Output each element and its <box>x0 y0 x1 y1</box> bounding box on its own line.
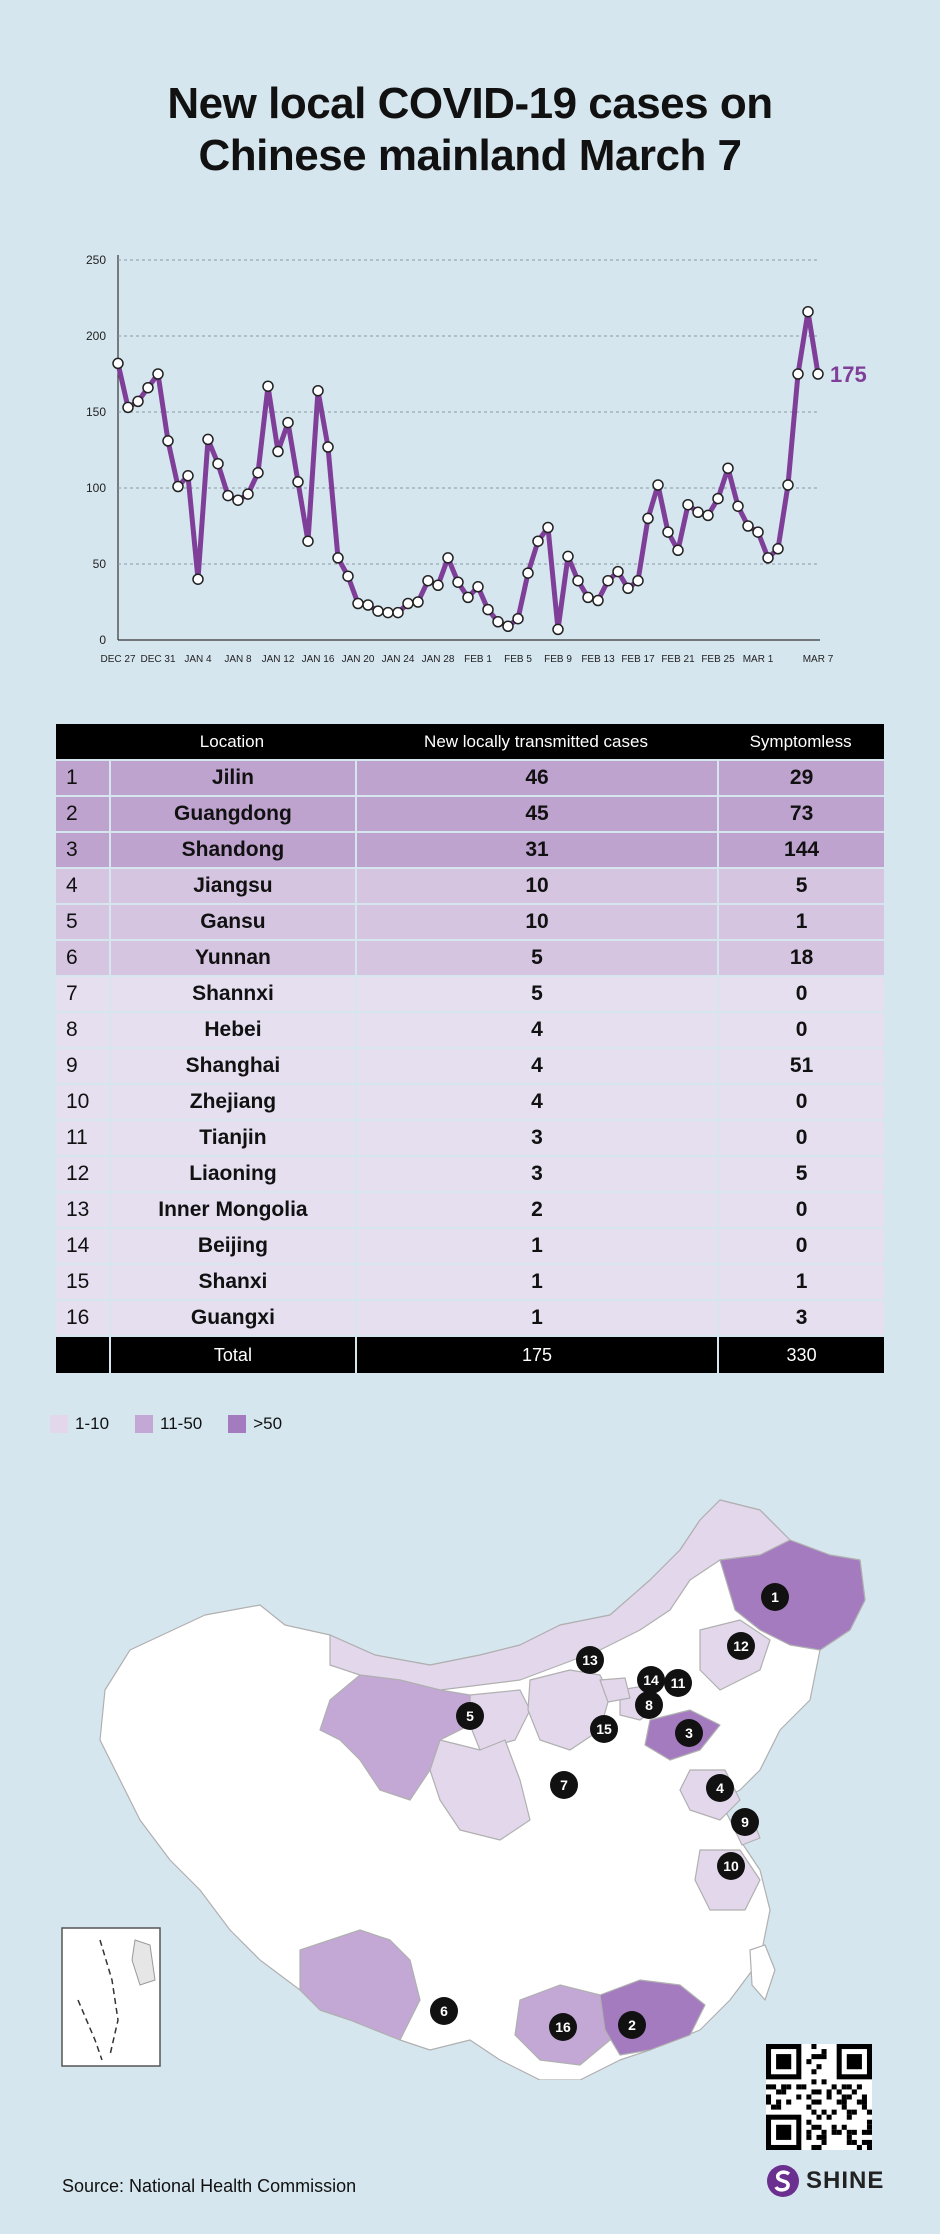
x-tick-label: MAR 1 <box>742 654 774 665</box>
cell-cases: 4 <box>355 1049 717 1083</box>
cell-rank: 1 <box>56 761 109 795</box>
data-point <box>313 386 323 396</box>
cell-cases: 5 <box>355 941 717 975</box>
cell-cases: 31 <box>355 833 717 867</box>
data-point <box>463 592 473 602</box>
data-point <box>303 536 313 546</box>
marker-label: 9 <box>741 1814 749 1830</box>
data-point <box>733 501 743 511</box>
shine-logo <box>766 2164 884 2198</box>
south-china-sea-inset <box>62 1928 160 2066</box>
data-point <box>653 480 663 490</box>
data-point <box>153 369 163 379</box>
qr-code-icon <box>766 2044 872 2150</box>
data-point <box>503 621 513 631</box>
x-tick-labels <box>100 654 833 665</box>
cell-cases: 4 <box>355 1013 717 1047</box>
data-point <box>453 577 463 587</box>
map-marker <box>549 2013 577 2041</box>
logo-text: SHINE <box>806 2167 885 2194</box>
data-point <box>423 576 433 586</box>
data-point <box>513 614 523 624</box>
data-point <box>593 596 603 606</box>
chart-grid <box>118 255 820 640</box>
cell-rank: 4 <box>56 869 109 903</box>
data-point <box>763 553 773 563</box>
data-point <box>113 358 123 368</box>
table-row <box>56 1049 884 1083</box>
cell-rank: 9 <box>56 1049 109 1083</box>
data-point <box>413 597 423 607</box>
marker-label: 15 <box>596 1721 612 1737</box>
map-marker <box>618 2011 646 2039</box>
cell-rank: 3 <box>56 833 109 867</box>
legend-item <box>135 1414 202 1434</box>
x-tick-label: FEB 9 <box>544 654 572 665</box>
table-row <box>56 797 884 831</box>
cases-table-container <box>56 722 884 1375</box>
cell-location: Jilin <box>109 761 355 795</box>
x-tick-label: FEB 13 <box>581 654 615 665</box>
data-point <box>713 494 723 504</box>
cell-location: Gansu <box>109 905 355 939</box>
data-point <box>553 624 563 634</box>
cell-location: Jiangsu <box>109 869 355 903</box>
cell-location: Shanghai <box>109 1049 355 1083</box>
data-point <box>533 536 543 546</box>
legend-swatch <box>50 1415 68 1433</box>
y-tick-label: 200 <box>85 329 106 343</box>
table-row <box>56 1085 884 1119</box>
data-point <box>643 513 653 523</box>
table-header-row <box>56 724 884 759</box>
x-tick-label: MAR 7 <box>802 654 834 665</box>
y-tick-label: 0 <box>99 633 106 647</box>
y-tick-label: 150 <box>85 405 106 419</box>
legend-label: >50 <box>253 1414 283 1433</box>
x-tick-label: DEC 31 <box>140 654 176 665</box>
cell-symptomless: 5 <box>717 1157 884 1191</box>
x-tick-label: JAN 24 <box>381 654 415 665</box>
map-marker <box>727 1632 755 1660</box>
cell-symptomless: 51 <box>717 1049 884 1083</box>
cell-cases: 46 <box>355 761 717 795</box>
legend-swatch <box>135 1415 153 1433</box>
cell-location: Yunnan <box>109 941 355 975</box>
legend-item <box>50 1414 109 1434</box>
cell-symptomless: 5 <box>717 869 884 903</box>
data-point <box>783 480 793 490</box>
y-tick-label: 50 <box>92 557 106 571</box>
table-row <box>56 1265 884 1299</box>
cell-location: Beijing <box>109 1229 355 1263</box>
data-point <box>723 463 733 473</box>
data-point <box>283 418 293 428</box>
marker-label: 13 <box>582 1652 598 1668</box>
data-point <box>373 606 383 616</box>
header-location: Location <box>109 724 355 759</box>
table-row <box>56 1193 884 1227</box>
data-point <box>323 442 333 452</box>
marker-label: 2 <box>628 2017 636 2033</box>
shine-s-icon <box>766 2164 800 2198</box>
cell-symptomless: 0 <box>717 1013 884 1047</box>
data-point <box>603 576 613 586</box>
y-tick-label: 100 <box>85 481 106 495</box>
cell-cases: 1 <box>355 1229 717 1263</box>
data-point <box>633 576 643 586</box>
data-point <box>163 436 173 446</box>
data-point <box>143 383 153 393</box>
x-tick-label: FEB 1 <box>464 654 492 665</box>
data-point <box>173 482 183 492</box>
data-point <box>353 599 363 609</box>
data-point <box>243 489 253 499</box>
data-point <box>623 583 633 593</box>
cell-location: Hebei <box>109 1013 355 1047</box>
cell-location: Guangdong <box>109 797 355 831</box>
data-point <box>743 521 753 531</box>
marker-label: 6 <box>440 2003 448 2019</box>
cell-rank: 10 <box>56 1085 109 1119</box>
data-point <box>693 507 703 517</box>
cell-symptomless: 18 <box>717 941 884 975</box>
header-cases: New locally transmitted cases <box>355 724 717 759</box>
table-total-row <box>56 1337 884 1373</box>
cell-cases: 5 <box>355 977 717 1011</box>
data-point <box>293 477 303 487</box>
cell-symptomless: 1 <box>717 905 884 939</box>
data-point <box>393 608 403 618</box>
map-marker <box>717 1852 745 1880</box>
cell-rank: 15 <box>56 1265 109 1299</box>
data-point <box>203 434 213 444</box>
line-chart <box>0 240 940 680</box>
data-point <box>473 582 483 592</box>
map-marker <box>675 1719 703 1747</box>
marker-label: 8 <box>645 1697 653 1713</box>
data-point <box>333 553 343 563</box>
table-row <box>56 869 884 903</box>
table-row <box>56 1157 884 1191</box>
cell-location: Tianjin <box>109 1121 355 1155</box>
table-body <box>56 761 884 1335</box>
map-marker <box>706 1774 734 1802</box>
cell-cases: 2 <box>355 1193 717 1227</box>
map-marker <box>456 1702 484 1730</box>
data-point <box>253 468 263 478</box>
data-point <box>403 599 413 609</box>
marker-label: 4 <box>716 1780 724 1796</box>
legend-label: 11-50 <box>160 1414 203 1433</box>
cell-location: Zhejiang <box>109 1085 355 1119</box>
cell-cases: 3 <box>355 1157 717 1191</box>
table-row <box>56 977 884 1011</box>
data-point <box>443 553 453 563</box>
data-point <box>753 527 763 537</box>
x-tick-label: JAN 4 <box>184 654 212 665</box>
x-tick-label: JAN 20 <box>341 654 375 665</box>
x-tick-label: FEB 21 <box>661 654 695 665</box>
cases-table <box>56 722 884 1375</box>
data-point <box>433 580 443 590</box>
series-line <box>118 312 818 630</box>
legend-label: 1-10 <box>75 1414 110 1433</box>
cell-symptomless: 144 <box>717 833 884 867</box>
cell-symptomless: 3 <box>717 1301 884 1335</box>
data-point <box>663 527 673 537</box>
cell-symptomless: 0 <box>717 1085 884 1119</box>
data-point <box>803 307 813 317</box>
x-tick-label: FEB 5 <box>504 654 532 665</box>
marker-label: 10 <box>723 1858 739 1874</box>
cell-symptomless: 73 <box>717 797 884 831</box>
cell-location: Shanxi <box>109 1265 355 1299</box>
total-cases: 175 <box>355 1337 717 1373</box>
legend-item <box>228 1414 282 1434</box>
cell-cases: 3 <box>355 1121 717 1155</box>
data-point <box>233 495 243 505</box>
china-map <box>0 1440 940 2080</box>
map-island-taiwan <box>750 1945 775 2000</box>
data-point <box>583 592 593 602</box>
map-legend <box>50 1414 282 1434</box>
data-point <box>813 369 823 379</box>
y-tick-label: 250 <box>85 253 106 267</box>
cell-symptomless: 0 <box>717 977 884 1011</box>
marker-label: 14 <box>643 1672 659 1688</box>
title-line-1: New local COVID-19 cases on <box>167 79 773 128</box>
cell-rank: 7 <box>56 977 109 1011</box>
data-point <box>673 545 683 555</box>
marker-label: 16 <box>555 2019 571 2035</box>
data-point <box>493 617 503 627</box>
source-note: Source: National Health Commission <box>62 2176 357 2196</box>
x-tick-label: JAN 8 <box>224 654 252 665</box>
cell-symptomless: 29 <box>717 761 884 795</box>
table-row <box>56 941 884 975</box>
total-spacer <box>56 1337 109 1373</box>
cell-rank: 11 <box>56 1121 109 1155</box>
cell-rank: 8 <box>56 1013 109 1047</box>
cell-location: Liaoning <box>109 1157 355 1191</box>
cell-symptomless: 0 <box>717 1229 884 1263</box>
data-point <box>483 605 493 615</box>
map-marker <box>731 1808 759 1836</box>
table-row <box>56 761 884 795</box>
map-marker <box>550 1771 578 1799</box>
cell-symptomless: 0 <box>717 1193 884 1227</box>
y-tick-labels <box>86 253 106 647</box>
x-tick-label: JAN 28 <box>421 654 455 665</box>
map-marker <box>635 1691 663 1719</box>
cell-rank: 12 <box>56 1157 109 1191</box>
cell-cases: 1 <box>355 1301 717 1335</box>
marker-label: 7 <box>560 1777 568 1793</box>
marker-label: 3 <box>685 1725 693 1741</box>
x-tick-label: DEC 27 <box>100 654 136 665</box>
header-symptomless: Symptomless <box>717 724 884 759</box>
table-row <box>56 1013 884 1047</box>
table-row <box>56 1301 884 1335</box>
cell-rank: 14 <box>56 1229 109 1263</box>
x-tick-label: JAN 12 <box>261 654 295 665</box>
data-point <box>383 608 393 618</box>
data-point <box>123 402 133 412</box>
end-value-label: 175 <box>830 362 867 387</box>
cell-rank: 5 <box>56 905 109 939</box>
data-point <box>613 567 623 577</box>
cell-cases: 1 <box>355 1265 717 1299</box>
cell-rank: 16 <box>56 1301 109 1335</box>
cell-location: Inner Mongolia <box>109 1193 355 1227</box>
data-point <box>563 551 573 561</box>
data-point <box>523 568 533 578</box>
data-point <box>683 500 693 510</box>
cell-symptomless: 0 <box>717 1121 884 1155</box>
data-point <box>263 381 273 391</box>
cell-rank: 6 <box>56 941 109 975</box>
cell-cases: 4 <box>355 1085 717 1119</box>
data-point <box>793 369 803 379</box>
data-point <box>193 574 203 584</box>
x-tick-label: FEB 17 <box>621 654 655 665</box>
table-row <box>56 905 884 939</box>
map-marker <box>761 1583 789 1611</box>
map-marker <box>590 1715 618 1743</box>
x-tick-label: JAN 16 <box>301 654 335 665</box>
table-row <box>56 833 884 867</box>
data-point <box>343 571 353 581</box>
map-marker <box>664 1669 692 1697</box>
cell-cases: 10 <box>355 869 717 903</box>
data-point <box>573 576 583 586</box>
marker-label: 12 <box>733 1638 749 1654</box>
cell-location: Guangxi <box>109 1301 355 1335</box>
data-point <box>363 600 373 610</box>
total-label: Total <box>109 1337 355 1373</box>
marker-label: 11 <box>670 1675 686 1691</box>
cell-location: Shannxi <box>109 977 355 1011</box>
cell-cases: 45 <box>355 797 717 831</box>
title-line-2: Chinese mainland March 7 <box>198 131 742 180</box>
map-marker <box>430 1997 458 2025</box>
page-title <box>0 78 940 182</box>
cell-rank: 13 <box>56 1193 109 1227</box>
cell-cases: 10 <box>355 905 717 939</box>
qr-code <box>766 2044 872 2150</box>
data-point <box>213 459 223 469</box>
cell-location: Shandong <box>109 833 355 867</box>
data-point <box>773 544 783 554</box>
data-point <box>183 471 193 481</box>
data-point <box>703 510 713 520</box>
cell-symptomless: 1 <box>717 1265 884 1299</box>
map-marker <box>637 1666 665 1694</box>
table-row <box>56 1229 884 1263</box>
table-row <box>56 1121 884 1155</box>
header-rank <box>56 724 109 759</box>
data-point <box>543 523 553 533</box>
data-point <box>223 491 233 501</box>
map-marker <box>576 1646 604 1674</box>
data-point <box>133 396 143 406</box>
cell-rank: 2 <box>56 797 109 831</box>
legend-swatch <box>228 1415 246 1433</box>
total-symptomless: 330 <box>717 1337 884 1373</box>
x-tick-label: FEB 25 <box>701 654 735 665</box>
marker-label: 5 <box>466 1708 474 1724</box>
data-point <box>273 447 283 457</box>
marker-label: 1 <box>771 1589 779 1605</box>
